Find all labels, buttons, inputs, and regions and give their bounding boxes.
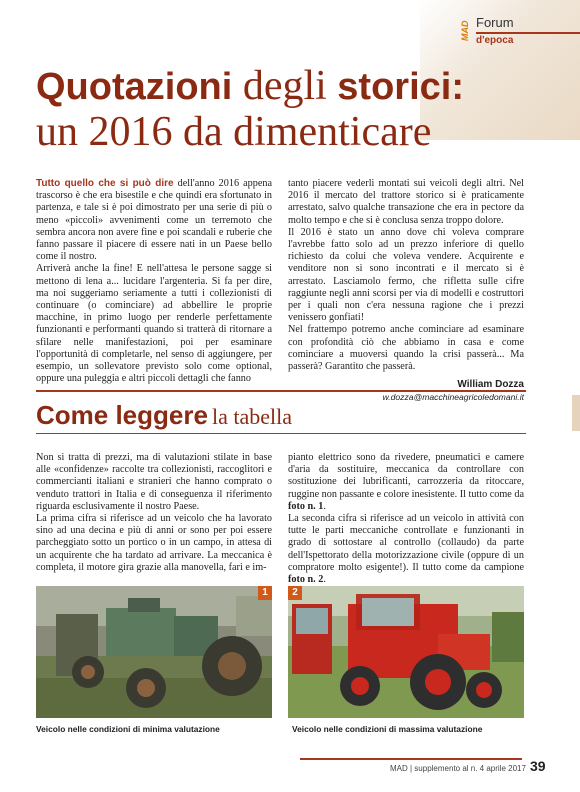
photo-reference: foto n. 2 (288, 574, 324, 586)
mad-logo: MAD (460, 20, 470, 42)
article-column-2 (288, 178, 524, 404)
heading-underline (36, 433, 526, 434)
author-name: William Dozza (457, 379, 524, 391)
section-paragraph: pianto elettrico sono da rivedere, pneumatici e camere d'aria da sostituire, meccanica da controllare con sostituzione dei lubrificanti, carrozzeria da ritoccare, ruggine non passante e colore inesistente. Il tutto come da (288, 452, 524, 500)
section-heading (36, 400, 292, 431)
article-column-1 (36, 178, 272, 385)
photo-reference: foto n. 1 (288, 500, 324, 512)
article-paragraph: tanto piacere vederli montati sui veicoli degli altri. Nel 2016 il mercato del trattore storico si è praticamente arrestato, salvo qualche transazione che era in pectore da molto tempo e che si è conclusa senza troppo dolore. (288, 178, 524, 226)
section-rule (36, 390, 526, 392)
photo-caption: Veicolo nelle condizioni di massima valutazione (292, 724, 483, 734)
article-paragraph: Nel frattempo potremo anche cominciare ad esaminare con profondità ciò che abbiamo in casa e come cominciare a muoversi quando la crisi passerà... Ma passerà? Garantito che passerà. (288, 324, 524, 373)
title-bold-1: Quotazioni (36, 66, 233, 108)
title-regular-1: degli (232, 63, 338, 109)
photo-number-badge: 1 (258, 586, 272, 600)
old-tractor-photo (36, 586, 272, 718)
photo-caption: Veicolo nelle condizioni di minima valutazione (36, 724, 220, 734)
footer-text: MAD | supplemento al n. 4 aprile 2017 (390, 764, 526, 773)
photo-1 (36, 586, 272, 718)
section-heading-regular: la tabella (211, 404, 292, 429)
article-lead: Tutto quello che si può dire (36, 178, 174, 189)
article-paragraph: dell'anno 2016 appena trascorso è che era bisestile e che quindi era sfortunato in partenza, e tale si è poi dimostrato per una serie di più o meno «piccoli» avvenimenti come un terremoto che sembra ancora non avere fine e poi scandali e ruberie che fanno passare il piacere di essere nati in un Paese bello come il nostro. (36, 178, 272, 263)
title-line-2: un 2016 da dimenticare (36, 109, 432, 155)
footer-rule (300, 758, 522, 760)
title-bold-2: storici: (337, 66, 464, 108)
page-edge-tab (572, 395, 580, 431)
section-heading-bold: Come leggere (36, 400, 208, 430)
section-header (460, 14, 580, 50)
article-paragraph: Il 2016 è stato un anno dove chi voleva comprare l'avrebbe fatto solo ad un prezzo inferiore di quello richiesto da colui che voleva vendere. Acquirente e venditore non si sono incontrati e il mercato si è arrestato. Lasciamolo fermo, che rifletta sulle cifre raggiunte negli anni scorsi per via di modelli e costruttori per i quali non c'era nessuna ragione che i prezzi venissero gonfiati! (288, 226, 524, 324)
article-title (36, 64, 556, 155)
section-divider (476, 32, 580, 34)
page-number: 39 (530, 758, 546, 774)
restored-tractor-photo (288, 586, 524, 718)
section-title: Forum (476, 15, 514, 30)
section-column-2: pianto elettrico sono da rivedere, pneumatici e camere d'aria da sostituire, meccanica da controllare con sostituzione dei lubrificanti, carrozzeria da ritoccare, ruggine non passante e colore inesistente. Il tutto come da foto n. 1. La seconda cifra si riferisce ad un veicolo in attività con tutte le parti meccaniche controllate e funzionanti in grado di sottostare al controllo (collaudo) da parte dell'Ispettorato della motorizzazione civile (oppure di un compratore molto esigente!). Il tutto come da campione foto n. 2. (288, 452, 524, 586)
photo-number-badge: 2 (288, 586, 302, 600)
section-paragraph: La seconda cifra si riferisce ad un veicolo in attività con tutte le parti meccaniche controllate e funzionanti in grado di sottostare al controllo (collaudo) da parte dell'Ispettorato della motorizzazione civile (oppure di un compratore molto esigente!). Il tutto come da campione (288, 513, 524, 573)
section-paragraph: La prima cifra si riferisce ad un veicolo che ha lavorato sino ad una decina e più di anni or sono per poi essere parcheggiato sotto un portico o in un campo, in attesa di un acquirente che ha tardato ad arrivare. La meccanica è completa, il motore gira grazie alla manovella, fari e im- (36, 513, 272, 573)
section-column-1 (36, 452, 272, 574)
section-subtitle: d'epoca (476, 35, 514, 46)
author-email[interactable]: w.dozza@macchineagricoledomani.it (382, 392, 524, 403)
article-paragraph: Arriverà anche la fine! E nell'attesa le persone sagge si mettono di lena a... lucidare l'argenteria. Si fa per dire, ma noi suggeriamo seriamente a tutti i collezionisti di continuare (o cominciare) ad abbellire le proprie macchine, in primo luogo per renderle perfettamente funzionanti e performanti quando si tratterà di ritornare a sfilare nelle manifestazioni, poi per esaminare l'opportunità di completarle, nel senso di aggiungere, per esempio, un sollevatore previsto solo come optional, oppure una puleggia e altri piccoli dettagli che fanno (36, 263, 272, 385)
section-paragraph: Non si tratta di prezzi, ma di valutazioni stilate in base alle «confidenze» raccolte tra collezionisti, raccoglitori e commercianti italiani e stranieri che hanno comprato o venduto trattori in Italia e di conseguenza il riferimento riguarda esclusivamente il nostro Paese. (36, 452, 272, 512)
page-footer (300, 758, 550, 780)
photo-2 (288, 586, 524, 718)
